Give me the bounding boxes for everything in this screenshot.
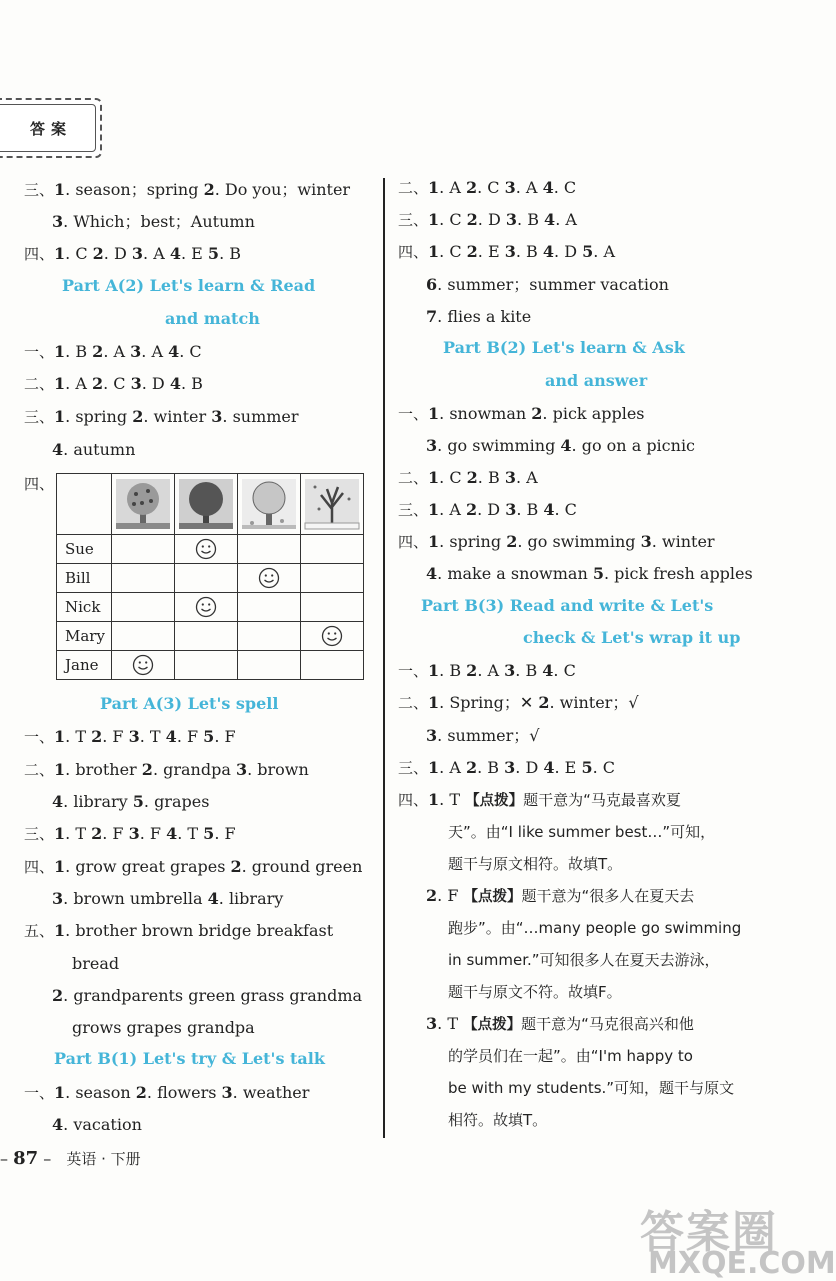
- table-question-label: 四、: [24, 475, 55, 493]
- table-row: [57, 564, 364, 593]
- winter-tree-icon: [301, 474, 364, 535]
- explanation-line: 的学员们在一起”。由“I'm happy to: [448, 1047, 693, 1065]
- explanation-line: 天”。由“I like summer best…”可知，: [448, 823, 716, 841]
- table-corner: [57, 474, 112, 535]
- section-heading: Part B(2) Let's learn & Ask: [443, 338, 685, 357]
- explanation-line: in summer.”可知很多人在夏天去游泳，: [448, 951, 720, 969]
- answer-line: 三、1. A 2. D 3. B 4. C: [398, 500, 577, 519]
- person-name: Sue: [57, 535, 112, 564]
- season-table: [56, 473, 364, 680]
- answer-line: 二、1. brother 2. grandpa 3. brown: [24, 760, 309, 779]
- answer-line: 一、1. B 2. A 3. A 4. C: [24, 342, 202, 361]
- answer-line: bread: [72, 954, 120, 973]
- answer-line: 五、1. brother brown bridge breakfast: [24, 921, 334, 940]
- explanation-line: be with my students.”可知，题干与原文: [448, 1079, 735, 1097]
- answer-line: 一、1. T 2. F 3. T 4. F 5. F: [24, 727, 236, 746]
- answer-line: 四、1. C 2. E 3. B 4. D 5. A: [398, 242, 615, 261]
- section-heading: Part A(2) Let's learn & Read: [62, 276, 316, 295]
- table-row: [57, 651, 364, 680]
- answer-line: 四、1. spring 2. go swimming 3. winter: [398, 532, 715, 551]
- smiley-icon: [301, 622, 364, 651]
- table-row: [57, 535, 364, 564]
- table-row: [57, 593, 364, 622]
- answer-line: 二、1. A 2. C 3. D 4. B: [24, 374, 203, 393]
- person-name: Nick: [57, 593, 112, 622]
- answer-line: 4. vacation: [52, 1115, 142, 1134]
- spring-tree-icon: [112, 474, 175, 535]
- section-heading: Part B(1) Let's try & Let's talk: [54, 1049, 325, 1068]
- section-heading: Part B(3) Read and write & Let's: [421, 596, 714, 615]
- answer-line: 一、1. snowman 2. pick apples: [398, 404, 645, 423]
- person-name: Jane: [57, 651, 112, 680]
- watermark: 答案圈 MXQE.COM: [640, 1207, 836, 1281]
- subject-label: 英语 · 下册: [66, 1150, 141, 1168]
- smiley-icon: [175, 593, 238, 622]
- answer-line: 一、1. B 2. A 3. B 4. C: [398, 661, 576, 680]
- person-name: Bill: [57, 564, 112, 593]
- answer-line: 3. Which；best；Autumn: [52, 212, 255, 231]
- explanation-line: 四、1. T 【点拨】题干意为“马克最喜欢夏: [398, 790, 681, 809]
- explanation-line: 2. F 【点拨】题干意为“很多人在夏天去: [426, 886, 695, 905]
- explanation-line: 题干与原文相符。故填T。: [448, 855, 623, 873]
- person-name: Mary: [57, 622, 112, 651]
- answer-line: 3. go swimming 4. go on a picnic: [426, 436, 696, 455]
- page-footer: – 87 – 英语 · 下册: [0, 1148, 141, 1169]
- explanation-line: 题干与原文不符。故填F。: [448, 983, 622, 1001]
- answer-line: 三、1. season；spring 2. Do you；winter: [24, 180, 351, 199]
- section-heading: check & Let's wrap it up: [523, 628, 741, 647]
- smiley-icon: [112, 651, 175, 680]
- explanation-line: 相符。故填T。: [448, 1111, 548, 1129]
- answer-line: 4. make a snowman 5. pick fresh apples: [426, 564, 753, 583]
- page-title: 答案: [29, 119, 72, 138]
- section-heading: and answer: [545, 371, 648, 390]
- answer-line: 三、1. T 2. F 3. F 4. T 5. F: [24, 824, 236, 843]
- autumn-tree-icon: [238, 474, 301, 535]
- answer-line: 四、1. grow great grapes 2. ground green: [24, 857, 363, 876]
- explanation-line: 3. T 【点拨】题干意为“马克很高兴和他: [426, 1014, 694, 1033]
- answer-line: 2. grandparents green grass grandma: [52, 986, 363, 1005]
- column-divider: [383, 178, 385, 1138]
- explanation-line: 跑步”。由“…many people go swimming: [448, 919, 742, 937]
- answer-line: 二、1. Spring；✕ 2. winter；√: [398, 693, 639, 712]
- answer-line: 4. library 5. grapes: [52, 792, 210, 811]
- answer-line: 7. flies a kite: [426, 307, 532, 326]
- answer-line: 4. autumn: [52, 440, 136, 459]
- answer-line: 三、1. spring 2. winter 3. summer: [24, 407, 299, 426]
- page-number: 87: [13, 1148, 39, 1169]
- answer-line: 三、1. C 2. D 3. B 4. A: [398, 210, 577, 229]
- answer-line: 6. summer；summer vacation: [426, 275, 669, 294]
- smiley-icon: [175, 535, 238, 564]
- smiley-icon: [238, 564, 301, 593]
- answer-line: 四、1. C 2. D 3. A 4. E 5. B: [24, 244, 241, 263]
- answer-line: 二、1. A 2. C 3. A 4. C: [398, 178, 577, 197]
- answer-line: 3. brown umbrella 4. library: [52, 889, 284, 908]
- answer-line: 三、1. A 2. B 3. D 4. E 5. C: [398, 758, 615, 777]
- summer-tree-icon: [175, 474, 238, 535]
- answer-line: 3. summer；√: [426, 726, 540, 745]
- answer-line: 二、1. C 2. B 3. A: [398, 468, 538, 487]
- answer-line: 一、1. season 2. flowers 3. weather: [24, 1083, 310, 1102]
- section-heading: Part A(3) Let's spell: [100, 694, 279, 713]
- answer-line: grows grapes grandpa: [72, 1018, 255, 1037]
- section-heading: and match: [165, 309, 260, 328]
- answer-title-box: [0, 98, 102, 158]
- table-row: [57, 622, 364, 651]
